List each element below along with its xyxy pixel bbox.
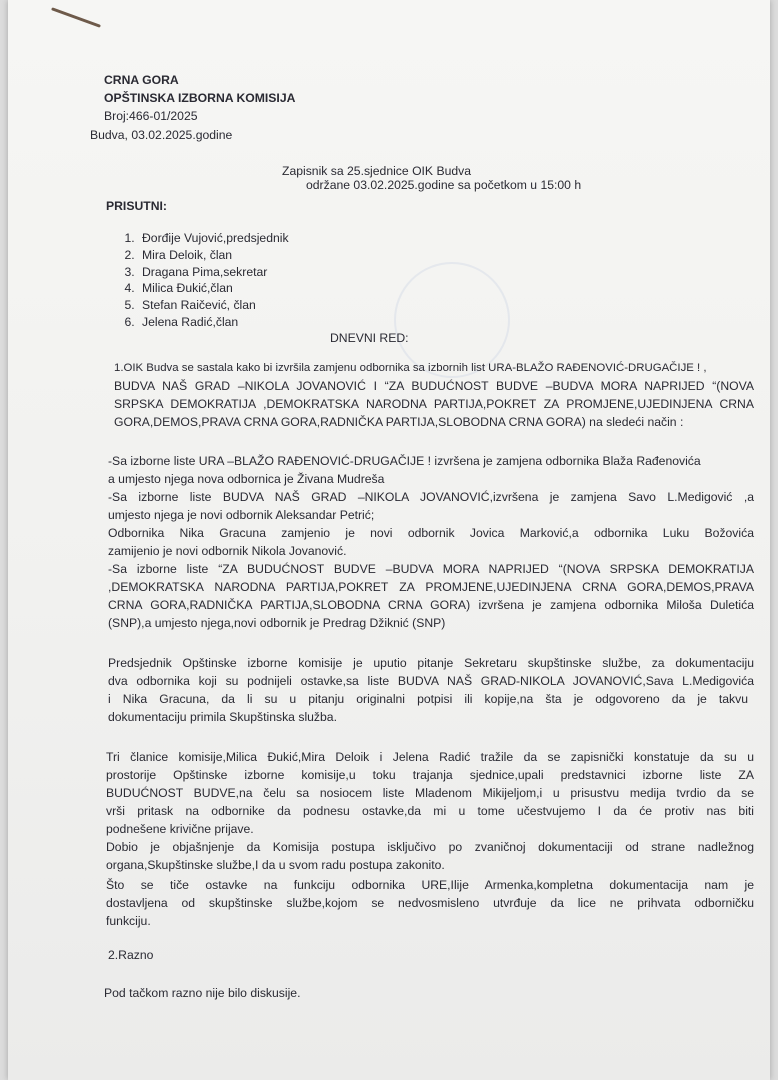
body-line: (SNP),a umjesto njega,novi odbornik je Predrag Džiknić (SNP) <box>108 616 446 630</box>
header-country: CRNA GORA <box>104 73 179 87</box>
member-item: 6. Jelena Radić,član <box>138 314 289 331</box>
body-line: BUDVA NAŠ GRAD –NIKOLA JOVANOVIĆ I “ZA BUDUĆNOST BUDVE –BUDVA MORA NAPRIJED “(NOVA <box>114 379 754 393</box>
member-item: 2. Mira Deloik, član <box>138 247 289 264</box>
body-line: prostorije Opštinske izborne komisije,u toku trajanja sjednice,upali predstavnici izborne liste ZA <box>106 768 754 782</box>
member-item: 4. Milica Đukić,član <box>138 280 289 297</box>
member-item: 5. Stefan Raičević, član <box>138 297 289 314</box>
header-place-date: Budva, 03.02.2025.godine <box>90 128 233 142</box>
body-line: zamijenio je novi odbornik Nikola Jovanović. <box>108 544 347 558</box>
body-line: Odbornika Nika Gracuna zamjenio je novi odbornik Jovica Marković,a odbornika Luku Božovića <box>108 526 754 540</box>
member-item: 3. Dragana Pima,sekretar <box>138 264 289 281</box>
body-line: dostavljena od skupštinske službe,kojom se nedvosmisleno utvrđuje da lice ne prihvata odborničku <box>106 896 754 910</box>
section-2-label: 2.Razno <box>108 948 154 962</box>
closing-line: Pod tačkom razno nije bilo diskusije. <box>104 986 301 1000</box>
header-institution: OPŠTINSKA IZBORNA KOMISIJA <box>104 91 296 105</box>
body-line: podnešene krivične prijave. <box>106 822 254 836</box>
member-item: 1. Đorđije Vujović,predsjednik <box>138 230 289 247</box>
agenda-label: DNEVNI RED: <box>330 331 409 345</box>
body-line: -Sa izborne liste BUDVA NAŠ GRAD –NIKOLA JOVANOVIĆ,izvršena je zamjena Savo L.Medigović ,a <box>108 490 754 504</box>
body-line: i Nika Gracuna, da li su u pitanju originalni potpisi ili kopije,na šta je odgovoreno da je takvu <box>108 692 748 706</box>
body-line: organa,Skupštinske službe,I da u svom radu postupa zakonito. <box>106 858 445 872</box>
body-line: CRNA GORA,RADNIČKA PARTIJA,SLOBODNA CRNA GORA) izvršena je zamjena odbornika Miloša Duletića <box>108 598 754 612</box>
document-sheet <box>8 0 770 1080</box>
title-line-1: Zapisnik sa 25.sjednice OIK Budva <box>282 164 472 178</box>
body-line: Što se tiče ostavke na funkciju odbornika URE,Ilije Armenka,kompletna dokumentacija nam je <box>106 878 754 892</box>
body-line: dokumentaciju primila Skupštinska služba. <box>108 710 337 724</box>
body-line: GORA,DEMOS,PRAVA CRNA GORA,RADNIČKA PARTIJA,SLOBODNA CRNA GORA) na sledeći način : <box>114 415 684 429</box>
body-line: BUDUĆNOST BUDVE,na čelu sa nosiocem liste Mladenom Mikijeljom,i u prisustvu medija tvrdio da se <box>106 786 754 800</box>
body-line: -Sa izborne liste URA –BLAŽO RAĐENOVIĆ-DRUGAČIJE ! izvršena je zamjena odbornika Blaža Rađenovića <box>108 454 701 468</box>
members-list <box>114 230 289 331</box>
body-line: Tri članice komisije,Milica Đukić,Mira Deloik i Jelena Radić tražile da se zapisnički konstatuje da su u <box>106 750 754 764</box>
present-label: PRISUTNI: <box>106 199 167 213</box>
body-line: Dobio je objašnjenje da Komisija postupa isključivo po zvaničnoj dokumentaciji od strane nadležnog <box>106 840 754 854</box>
header-number: Broj:466-01/2025 <box>104 109 198 123</box>
body-line: vrši pritask na odbornike da podnesu ostavke,da mi u tome učestvujemo I da će protiv nas biti <box>106 804 754 818</box>
body-line: funkciju. <box>106 914 151 928</box>
body-line: Predsjednik Opštinske izborne komisije je uputio pitanje Sekretaru skupštinske službe, za dokumentaciju <box>108 656 754 670</box>
staple-mark <box>51 7 101 28</box>
body-line: -Sa izborne liste “ZA BUDUĆNOST BUDVE –BUDVA MORA NAPRIJED “(NOVA SRPSKA DEMOKRATIJA <box>108 562 754 576</box>
body-line: a umjesto njega nova odbornica je Živana Mudreša <box>108 472 385 486</box>
body-line: 1.OIK Budva se sastala kako bi izvršila zamjenu odbornika sa izbornih list URA-BLAŽO RAĐENOVIĆ-DRUGAČIJE ! , <box>114 362 707 374</box>
body-line: SRPSKA DEMOKRATIJA ,DEMOKRATSKA NARODNA PARTIJA,POKRET ZA PROMJENE,UJEDINJENA CRNA <box>114 397 754 411</box>
body-line: ,DEMOKRATSKA NARODNA PARTIJA,POKRET ZA PROMJENE,UJEDINJENA CRNA GORA,DEMOS,PRAVA <box>108 580 754 594</box>
body-line: dva odbornika koji su podnijeli ostavke,sa liste BUDVA NAŠ GRAD-NIKOLA JOVANOVIĆ,Sava L.Medigovića <box>108 674 754 688</box>
body-line: umjesto njega je novi odbornik Aleksandar Petrić; <box>108 508 375 522</box>
title-line-2: održane 03.02.2025.godine sa početkom u 15:00 h <box>306 178 582 192</box>
